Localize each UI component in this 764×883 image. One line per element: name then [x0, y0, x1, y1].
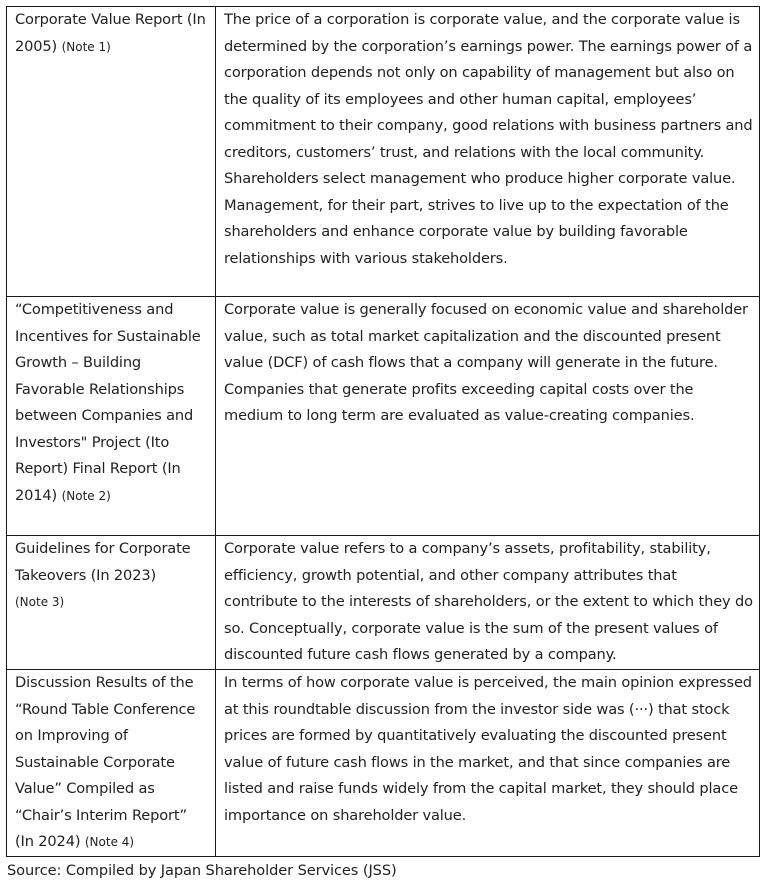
- source-document-cell: [7, 536, 216, 670]
- definition-cell: In terms of how corporate value is perceived, the main opinion expressed at this roundtable discussion from the investor side was (···) that stock prices are formed by quantitatively evaluating the discounted present value of future cash flows in the market, and that since companies are listed and raise funds widely from the capital market, they should place importance on shareholder value.: [216, 670, 760, 857]
- source-document-title: “Competitiveness and Incentives for Sustainable Growth – Building Favorable Relationships between Companies and Investors" Project (Ito Report) Final Report (In 2014): [15, 301, 201, 504]
- table-row: [7, 297, 760, 536]
- table-row: [7, 7, 760, 297]
- table-row: [7, 670, 760, 857]
- source-document-cell: [7, 7, 216, 297]
- corporate-value-definitions-table: [6, 6, 760, 857]
- source-document-cell: [7, 670, 216, 857]
- definition-cell: The price of a corporation is corporate value, and the corporate value is determined by the corporation’s earnings power. The earnings power of a corporation depends not only on capability of management but also on the quality of its employees and other human capital, employees’ commitment to their company, good relations with business partners and creditors, customers’ trust, and relations with the local community. Shareholders select management who produce higher corporate value. Management, for their part, strives to live up to the expectation of the shareholders and enhance corporate value by building favorable relationships with various stakeholders.: [216, 7, 760, 297]
- source-document-title: Discussion Results of the “Round Table Conference on Improving of Sustainable Corporate Value” Compiled as “Chair’s Interim Report” (In 2024): [15, 674, 196, 850]
- source-document-title: Guidelines for Corporate Takeovers (In 2023): [15, 540, 191, 584]
- note-reference: (Note 4): [84, 835, 135, 849]
- note-reference: (Note 2): [61, 488, 111, 503]
- note-reference: (Note 3): [15, 595, 65, 609]
- definition-cell: Corporate value is generally focused on economic value and shareholder value, such as total market capitalization and the discounted present value (DCF) of cash flows that a company will generate in the future. Companies that generate profits exceeding capital costs over the medium to long term are evaluated as value-creating companies.: [216, 297, 760, 536]
- source-citation: Source: Compiled by Japan Shareholder Services (JSS): [7, 862, 397, 879]
- definition-cell: Corporate value refers to a company’s assets, profitability, stability, efficiency, growth potential, and other company attributes that contribute to the interests of shareholders, or the extent to which they do so. Conceptually, corporate value is the sum of the present values of discounted future cash flows generated by a company.: [216, 536, 760, 670]
- source-document-cell: [7, 297, 216, 536]
- table-row: [7, 536, 760, 670]
- note-reference: (Note 1): [61, 39, 111, 54]
- source-document-title: Corporate Value Report (In 2005): [15, 11, 206, 55]
